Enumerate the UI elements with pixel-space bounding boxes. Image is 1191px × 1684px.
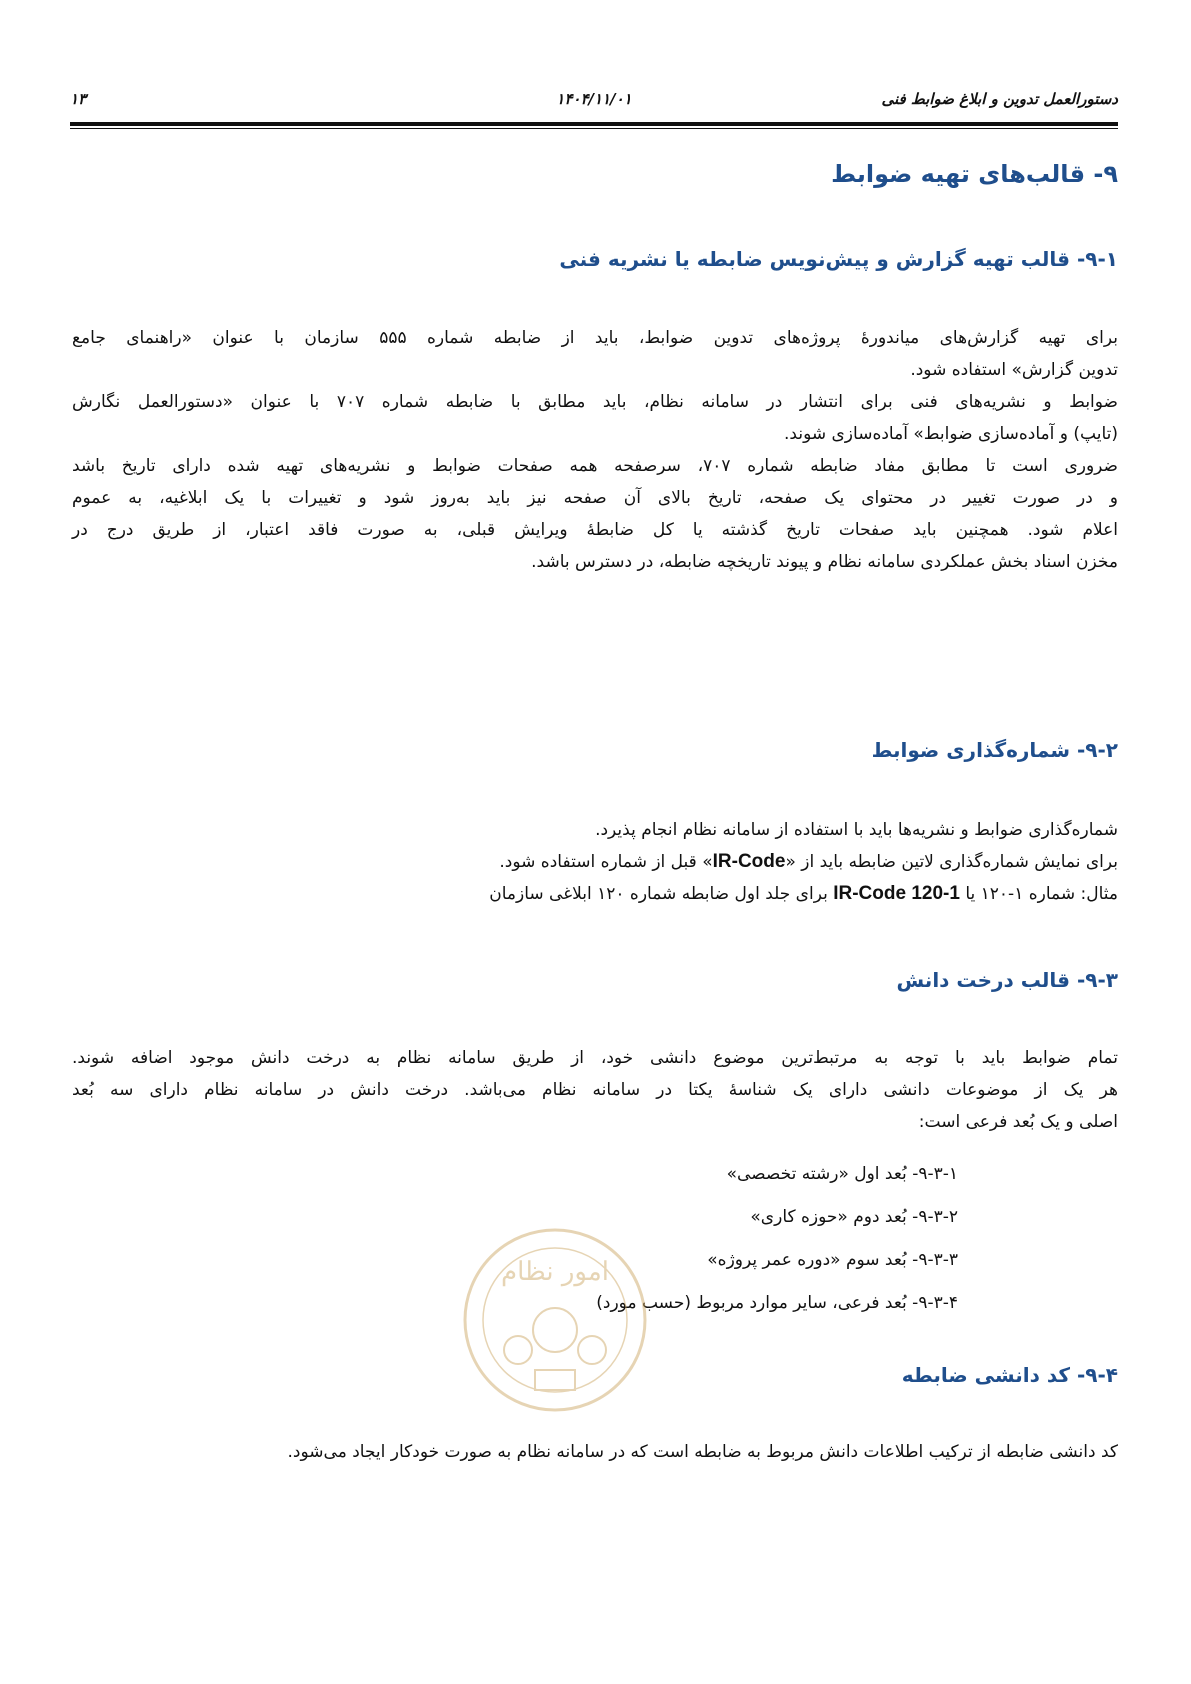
tree-dimension-item: ۹-۳-۱- بُعد اول «رشته تخصصی» [726, 1164, 958, 1184]
subsection-9-2-body [72, 814, 1118, 910]
tree-dimension-item: ۹-۳-۴- بُعد فرعی، سایر موارد مربوط (حسب مورد) [596, 1293, 958, 1313]
tree-dimension-item: ۹-۳-۲- بُعد دوم «حوزه کاری» [750, 1207, 958, 1227]
watermark-seal [460, 1225, 650, 1415]
header-rule-thick [70, 122, 1118, 126]
ir-code-example: IR-Code 120-1 [833, 883, 960, 904]
subsection-9-2-title: ۹-۲- شماره‌گذاری ضوابط [871, 738, 1118, 762]
paragraph-line: اصلی و یک بُعد فرعی است: [918, 1112, 1118, 1132]
page-number: ۱۳ [70, 90, 87, 108]
section-title: ۹- قالب‌های تهیه ضوابط [831, 160, 1118, 188]
paragraph-line: اعلام شود. همچنین باید صفحات تاریخ گذشته یا کل ضابطهٔ ویرایش قبلی، به صورت فاقد اعتبار، از طریق درج در [72, 520, 1118, 540]
header-rule-thin [70, 128, 1118, 129]
text-fragment: » قبل از شماره استفاده شود. [499, 852, 713, 872]
paragraph-line: برای تهیه گزارش‌های میاندورهٔ پروژه‌های تدوین ضوابط، باید از ضابطه شماره ۵۵۵ سازمان با عنوان «راهنمای جامع [72, 328, 1118, 348]
paragraph-line: و در صورت تغییر در محتوای یک صفحه، تاریخ بالای آن صفحه نیز باید به‌روز شود و تغییرات با یک ابلاغیه، به عموم [72, 488, 1118, 508]
ir-code-label: IR-Code [712, 851, 786, 872]
subsection-9-3-body [72, 1042, 1118, 1138]
paragraph-line: تدوین گزارش» استفاده شود. [910, 360, 1118, 380]
subsection-9-1-title: ۹-۱- قالب تهیه گزارش و پیش‌نویس ضابطه یا نشریه فنی [559, 247, 1118, 271]
subsection-9-3-title: ۹-۳- قالب درخت دانش [896, 968, 1118, 992]
text-fragment: مثال: شماره ۱-۱۲۰ یا [959, 884, 1118, 904]
paragraph-line: شماره‌گذاری ضوابط و نشریه‌ها باید با استفاده از سامانه نظام انجام پذیرد. [595, 820, 1118, 840]
paragraph-line: کد دانشی ضابطه از ترکیب اطلاعات دانش مربوط به ضابطه است که در سامانه نظام به صورت خودکار ایجاد می‌شود. [287, 1442, 1118, 1462]
paragraph-line: ضوابط و نشریه‌های فنی برای انتشار در سامانه نظام، باید مطابق با ضابطه شماره ۷۰۷ با عنوان «دستورالعمل نگارش [72, 392, 1118, 412]
paragraph-line: تمام ضوابط باید با توجه به مرتبط‌ترین موضوع دانشی خود، از طریق سامانه نظام به درخت دانش موجود اضافه شوند. [72, 1048, 1118, 1068]
text-fragment: برای جلد اول ضابطه شماره ۱۲۰ ابلاغی سازمان [489, 884, 834, 904]
tree-dimension-item: ۹-۳-۳- بُعد سوم «دوره عمر پروژه» [707, 1250, 958, 1270]
subsection-9-1-body [72, 322, 1118, 578]
paragraph-line: مخزن اسناد بخش عملکردی سامانه نظام و پیوند تاریخچه ضابطه، در دسترس باشد. [531, 552, 1118, 572]
paragraph-line: هر یک از موضوعات دانشی دارای یک شناسهٔ یکتا در سامانه نظام می‌باشد. درخت دانش در سامانه نظام دارای سه بُعد [72, 1080, 1118, 1100]
paragraph-line: (تایپ) و آماده‌سازی ضوابط» آماده‌سازی شوند. [784, 424, 1118, 444]
watermark-text: امور نظام [501, 1257, 609, 1287]
paragraph-line [72, 846, 1118, 878]
paragraph-line: ضروری است تا مطابق مفاد ضابطه شماره ۷۰۷، سرصفحه همه صفحات ضوابط و نشریه‌های تهیه شده دارای تاریخ باشد [72, 456, 1118, 476]
subsection-9-4-body [72, 1436, 1118, 1468]
header-date: ۱۴۰۴/۱۱/۰۱ [556, 90, 632, 108]
subsection-9-4-title: ۹-۴- کد دانشی ضابطه [901, 1363, 1118, 1387]
text-fragment: برای نمایش شماره‌گذاری لاتین ضابطه باید از « [785, 852, 1118, 872]
header-title: دستورالعمل تدوین و ابلاغ ضوابط فنی [881, 90, 1118, 108]
page-header [70, 82, 1118, 122]
paragraph-line [72, 878, 1118, 910]
